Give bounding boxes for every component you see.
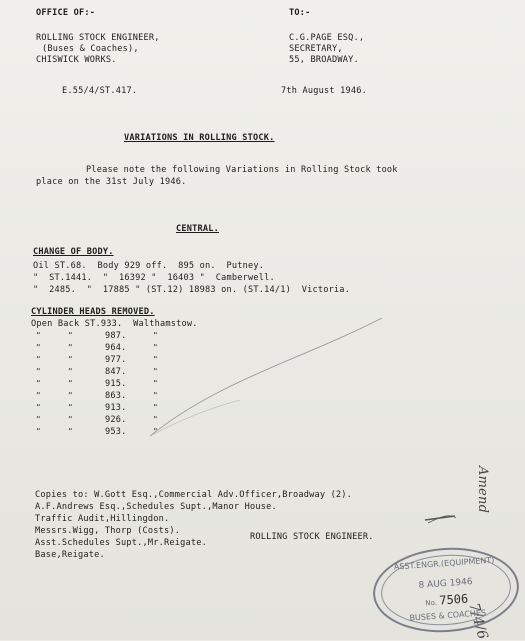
ditto-mark: " (36, 427, 41, 436)
copies-line: Base,Reigate. (35, 550, 105, 560)
margin-handwriting: Amend (475, 466, 490, 514)
letter-date: 7th August 1946. (281, 86, 367, 96)
stamp-number: 7506 (438, 591, 469, 608)
body-change-row: " ST.1441. " 16392 " 16403 " Camberwell. (33, 273, 275, 283)
ditto-mark: " (153, 403, 158, 412)
ditto-mark: " (36, 391, 41, 400)
to-label: TO:- (289, 8, 311, 18)
stamp-date: 8 AUG 1946 (418, 577, 473, 591)
ditto-mark: " (68, 415, 73, 424)
cylinder-number: 977. (105, 355, 127, 365)
from-line-1: ROLLING STOCK ENGINEER, (36, 33, 160, 43)
ditto-mark: " (36, 355, 41, 364)
from-label: OFFICE OF:- (36, 8, 96, 18)
copies-line: Messrs.Wigg, Thorp (Costs). (35, 526, 181, 536)
cylinder-number: 964. (105, 343, 127, 353)
ditto-mark: " (68, 427, 73, 436)
cylinder-number: 926. (105, 415, 127, 425)
ditto-mark: " (36, 343, 41, 352)
cylinder-first-row: Open Back ST.933. Walthamstow. (31, 319, 198, 329)
ditto-mark: " (36, 367, 41, 376)
corner-handwriting: 7/4/6 (465, 601, 491, 641)
ditto-mark: " (68, 391, 73, 400)
ditto-mark: " (68, 403, 73, 412)
intro-line-1: Please note the following Variations in Rolling Stock took (86, 165, 398, 175)
ditto-mark: " (68, 379, 73, 388)
reference: E.55/4/ST.417. (62, 86, 138, 96)
ditto-mark: " (153, 343, 158, 352)
ditto-mark: " (36, 331, 41, 340)
ditto-mark: " (36, 403, 41, 412)
stamp-no-label: No. (425, 598, 438, 608)
ditto-mark: " (36, 415, 41, 424)
section-heading: CENTRAL. (176, 224, 219, 234)
ditto-mark: " (153, 367, 158, 376)
intro-line-2: place on the 31st July 1946. (36, 177, 187, 187)
stamp-top-text: ASST.ENGR.(EQUIPMENT) (393, 555, 495, 572)
body-change-row: " 2485. " 17885 " (ST.12) 18983 on. (ST.14/1) Victoria. (33, 285, 351, 295)
ditto-mark: " (153, 331, 158, 340)
document-title: VARIATIONS IN ROLLING STOCK. (124, 133, 275, 143)
body-change-row: Oil ST.68. Body 929 off. 895 on. Putney. (33, 261, 265, 271)
cylinder-heads-heading: CYLINDER HEADS REMOVED. (31, 307, 155, 317)
cylinder-number: 987. (105, 331, 127, 341)
to-line-2: SECRETARY, (289, 44, 343, 54)
ditto-mark: " (68, 331, 73, 340)
ditto-mark: " (153, 427, 158, 436)
ditto-mark: " (68, 355, 73, 364)
copies-line: A.F.Andrews Esq.,Schedules Supt.,Manor House. (35, 502, 277, 512)
cylinder-number: 953. (105, 427, 127, 437)
copies-line: Copies to: W.Gott Esq.,Commercial Adv.Officer,Broadway (2). (35, 490, 353, 500)
ditto-mark: " (68, 367, 73, 376)
ditto-mark: " (153, 415, 158, 424)
copies-line: Traffic Audit,Hillingdon. (35, 514, 170, 524)
stamp-bottom-text: BUSES & COACHES (409, 608, 487, 623)
cylinder-number: 913. (105, 403, 127, 413)
signature-line: ROLLING STOCK ENGINEER. (250, 532, 374, 542)
to-line-1: C.G.PAGE ESQ., (289, 33, 365, 43)
to-line-3: 55, BROADWAY. (289, 55, 359, 65)
change-of-body-heading: CHANGE OF BODY. (33, 247, 114, 257)
ditto-mark: " (153, 355, 158, 364)
cylinder-number: 863. (105, 391, 127, 401)
from-line-2: (Buses & Coaches), (42, 44, 139, 54)
ditto-mark: " (36, 379, 41, 388)
from-line-3: CHISWICK WORKS. (36, 55, 117, 65)
ditto-mark: " (153, 379, 158, 388)
ditto-mark: " (68, 343, 73, 352)
cylinder-number: 847. (105, 367, 127, 377)
copies-line: Asst.Schedules Supt.,Mr.Reigate. (35, 538, 207, 548)
ditto-mark: " (153, 391, 158, 400)
cylinder-number: 915. (105, 379, 127, 389)
